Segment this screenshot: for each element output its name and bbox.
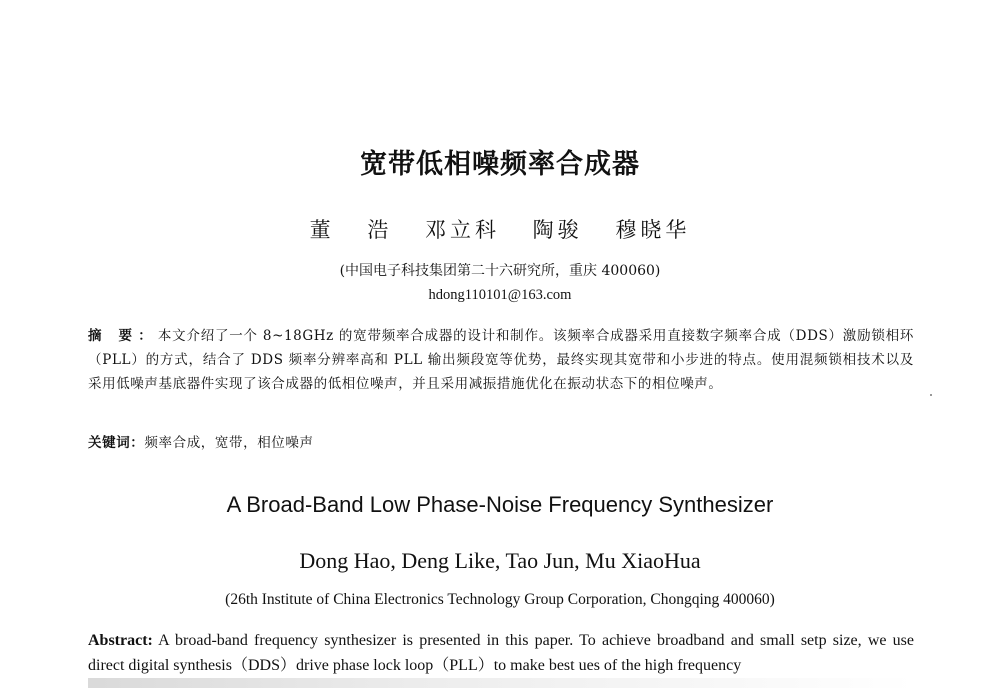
english-abstract-text: A broad-band frequency synthesizer is presented in this paper. To achieve broadband and small setp size, we use direct digital synthesis（DDS）drive phase lock loop（PLL）to make best ues of the high frequency [88,632,914,674]
chinese-keywords-label: 关键词： [88,435,145,451]
chinese-abstract-text: 本文介绍了一个 8~18GHz 的宽带频率合成器的设计和制作。该频率合成器采用直接数字频率合成（DDS）激励锁相环（PLL）的方式，结合了 DDS 频率分辨率高和 PLL 输出频段宽等优势，最终实现其宽带和小步进的特点。使用混频锁相技术以及采用低噪声基底器件实现了该合成器的低相位噪声，并且采用减振措施优化在振动状态下的相位噪声。 [88,328,914,392]
scan-speck [930,394,932,396]
english-title: A Broad-Band Low Phase-Noise Frequency Synthesizer [226,492,774,517]
author-email: hdong110101@163.com [428,287,572,303]
english-abstract-label: Abstract: [88,632,153,649]
chinese-abstract [88,324,914,396]
english-authors: Dong Hao, Deng Like, Tao Jun, Mu XiaoHua [299,548,701,573]
english-affiliation: (26th Institute of China Electronics Technology Group Corporation, Chongqing 400060) [225,591,775,608]
cut-off-text-line [88,678,914,688]
chinese-authors: 董 浩 邓立科 陶骏 穆晓华 [309,218,691,242]
chinese-affiliation: (中国电子科技集团第二十六研究所，重庆 400060) [339,263,661,279]
chinese-title: 宽带低相噪频率合成器 [360,149,640,180]
chinese-keywords [88,431,914,451]
chinese-abstract-label: 摘 要： [88,328,158,344]
chinese-keywords-text: 频率合成，宽带，相位噪声 [144,435,314,451]
english-abstract [88,628,914,678]
